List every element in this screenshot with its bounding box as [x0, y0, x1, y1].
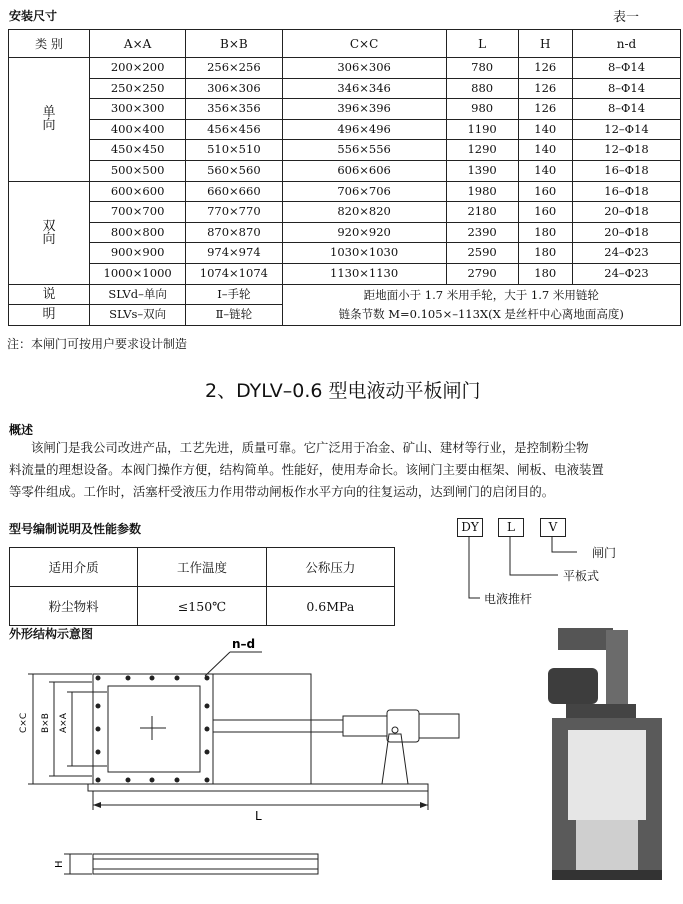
- table-row: [9, 78, 681, 99]
- category-label: 向: [42, 231, 56, 247]
- explain-remarks: [282, 284, 681, 325]
- table-cell: 126: [518, 58, 572, 79]
- label-bxb: B×B: [41, 713, 51, 733]
- table-cell: 180: [518, 263, 572, 284]
- table-row: [9, 243, 681, 264]
- category-label: 单: [42, 105, 56, 121]
- table-cell: 800×800: [90, 222, 186, 243]
- install-size-table: [8, 29, 681, 326]
- table-cell: 16–Φ18: [573, 181, 681, 202]
- label-axa: A×A: [59, 713, 69, 733]
- table-cell: 770×770: [186, 202, 282, 223]
- cylinder-body: [343, 716, 387, 736]
- table-cell: 780: [446, 58, 518, 79]
- overview-line: 该闸门是我公司改进产品，工艺先进，质量可靠。它广泛用于冶金、矿山、建材等行业，是控制粉尘物: [31, 440, 589, 455]
- explain-drive: Ⅱ–链轮: [186, 305, 282, 326]
- code-label-gate: 闸门: [592, 546, 617, 560]
- table-row: [9, 99, 681, 120]
- column-header: A×A: [90, 30, 186, 58]
- table-cell: 1130×1130: [282, 263, 446, 284]
- table-cell: 346×346: [282, 78, 446, 99]
- table-cell: 24–Φ23: [573, 263, 681, 284]
- table-row: [9, 160, 681, 181]
- table-cell: 140: [518, 140, 572, 161]
- code-label-actuator: 电液推杆: [484, 592, 533, 606]
- table-row: [9, 181, 681, 202]
- section-heading-install-size: 安装尺寸: [9, 9, 58, 23]
- table-row: [9, 140, 681, 161]
- table-cell: 2180: [446, 202, 518, 223]
- code-box-l: L: [498, 518, 524, 537]
- table-cell: 306×306: [186, 78, 282, 99]
- table-cell: 12–Φ18: [573, 140, 681, 161]
- overview-line: 料流量的理想设备。本阀门操作方便，结构简单。性能好，使用寿命长。该闸门主要由框架、闸板、电液装置: [9, 462, 604, 477]
- table-cell: 870×870: [186, 222, 282, 243]
- footnote: 注：本闸门可按用户要求设计制造: [7, 337, 188, 351]
- table-cell: 700×700: [90, 202, 186, 223]
- table-cell: 300×300: [90, 99, 186, 120]
- column-header: H: [518, 30, 572, 58]
- explain-label: 说: [9, 284, 90, 305]
- table-cell: 356×356: [186, 99, 282, 120]
- table-row: [9, 263, 681, 284]
- overview-line: 等零件组成。工作时，活塞杆受液压力作用带动闸板作水平方向的往复运动，达到闸门的启闭目的。: [9, 484, 555, 499]
- explain-type: SLVs–双向: [90, 305, 186, 326]
- section-title: 2、DYLV–0.6 型电液动平板闸门: [205, 380, 481, 402]
- table-cell: 8–Φ14: [573, 78, 681, 99]
- table-cell: 706×706: [282, 181, 446, 202]
- perf-header-temp: 工作温度: [138, 548, 266, 587]
- table-cell: 16–Φ18: [573, 160, 681, 181]
- table-cell: 400×400: [90, 119, 186, 140]
- table-cell: 160: [518, 202, 572, 223]
- table-cell: 126: [518, 78, 572, 99]
- table-row: [9, 119, 681, 140]
- table-cell: 900×900: [90, 243, 186, 264]
- code-label-flat: 平板式: [563, 569, 600, 583]
- table-cell: 1390: [446, 160, 518, 181]
- perf-value-pressure: 0.6MPa: [266, 587, 394, 626]
- table-cell: 1190: [446, 119, 518, 140]
- table-cell: 1980: [446, 181, 518, 202]
- table-number-label: 表一: [613, 10, 640, 25]
- explain-label: 明: [9, 305, 90, 326]
- pump-unit: [419, 714, 459, 738]
- table-cell: 20–Φ18: [573, 222, 681, 243]
- table-cell: 20–Φ18: [573, 202, 681, 223]
- table-cell: 12–Φ14: [573, 119, 681, 140]
- table-cell: 2390: [446, 222, 518, 243]
- code-box-dy: DY: [457, 518, 483, 537]
- table-cell: 820×820: [282, 202, 446, 223]
- label-h: H: [54, 860, 65, 868]
- remark-line: 距地面小于 1.7 米用手轮，大于 1.7 米用链轮: [363, 287, 599, 302]
- table-cell: 250×250: [90, 78, 186, 99]
- table-cell: 24–Φ23: [573, 243, 681, 264]
- category-label: 向: [42, 118, 56, 134]
- table-cell: 396×396: [282, 99, 446, 120]
- table-cell: 256×256: [186, 58, 282, 79]
- perf-value-medium: 粉尘物料: [10, 587, 138, 626]
- label-nd: n–d: [232, 637, 256, 651]
- category-label: 双: [42, 218, 56, 234]
- table-cell: 974×974: [186, 243, 282, 264]
- remark-line: 链条节数 M=0.105×–113X(X 是丝杆中心离地面高度): [338, 306, 624, 321]
- table-cell: 450×450: [90, 140, 186, 161]
- table-cell: 180: [518, 243, 572, 264]
- table-cell: 510×510: [186, 140, 282, 161]
- column-header: 类 别: [9, 30, 90, 58]
- gate-product-image: [528, 620, 678, 890]
- category-cell: [9, 181, 90, 284]
- table-cell: 1000×1000: [90, 263, 186, 284]
- side-view-body: [93, 854, 318, 874]
- overview-heading: 概述: [9, 423, 34, 437]
- table-cell: 2590: [446, 243, 518, 264]
- table-cell: 200×200: [90, 58, 186, 79]
- table-cell: 2790: [446, 263, 518, 284]
- table-cell: 600×600: [90, 181, 186, 202]
- table-cell: 980: [446, 99, 518, 120]
- table-cell: 920×920: [282, 222, 446, 243]
- table-row: [9, 222, 681, 243]
- explain-row: [9, 284, 681, 305]
- table-cell: 1074×1074: [186, 263, 282, 284]
- gate-opening: [108, 686, 200, 772]
- overview-paragraph: [9, 437, 683, 503]
- table-cell: 160: [518, 181, 572, 202]
- category-cell: [9, 58, 90, 182]
- table-cell: 8–Φ14: [573, 58, 681, 79]
- table-cell: 1030×1030: [282, 243, 446, 264]
- table-cell: 606×606: [282, 160, 446, 181]
- model-heading: 型号编制说明及性能参数: [9, 522, 142, 536]
- table-cell: 1290: [446, 140, 518, 161]
- code-line-dy: [469, 536, 480, 598]
- outline-drawing: [0, 630, 480, 904]
- table-cell: 306×306: [282, 58, 446, 79]
- code-box-v: V: [540, 518, 566, 537]
- column-header: n-d: [573, 30, 681, 58]
- table-cell: 8–Φ14: [573, 99, 681, 120]
- code-line-v: [552, 536, 577, 552]
- table-cell: 660×660: [186, 181, 282, 202]
- table-header-row: [9, 30, 681, 58]
- table-cell: 560×560: [186, 160, 282, 181]
- table-cell: 140: [518, 160, 572, 181]
- table-row: [9, 58, 681, 79]
- table-cell: 880: [446, 78, 518, 99]
- code-line-l: [510, 536, 558, 575]
- explain-type: SLVd–单向: [90, 284, 186, 305]
- performance-table: [9, 547, 395, 626]
- table-cell: 456×456: [186, 119, 282, 140]
- motor-housing: [387, 710, 419, 742]
- label-cxc: C×C: [19, 712, 29, 733]
- gate-frame: [93, 674, 213, 784]
- table-cell: 140: [518, 119, 572, 140]
- perf-header-medium: 适用介质: [10, 548, 138, 587]
- perf-value-temp: ≤150℃: [138, 587, 266, 626]
- perf-header-pressure: 公称压力: [266, 548, 394, 587]
- nd-leader: [205, 652, 230, 676]
- explain-drive: Ⅰ–手轮: [186, 284, 282, 305]
- table-row: [9, 202, 681, 223]
- table-cell: 496×496: [282, 119, 446, 140]
- drawing-heading: 外形结构示意图: [9, 627, 94, 641]
- table-cell: 500×500: [90, 160, 186, 181]
- column-header: B×B: [186, 30, 282, 58]
- column-header: L: [446, 30, 518, 58]
- label-l: L: [255, 809, 262, 823]
- table-cell: 180: [518, 222, 572, 243]
- piston-rod: [213, 720, 343, 732]
- frame-extension: [213, 674, 311, 784]
- column-header: C×C: [282, 30, 446, 58]
- base-plate: [88, 784, 428, 791]
- table-cell: 126: [518, 99, 572, 120]
- table-cell: 556×556: [282, 140, 446, 161]
